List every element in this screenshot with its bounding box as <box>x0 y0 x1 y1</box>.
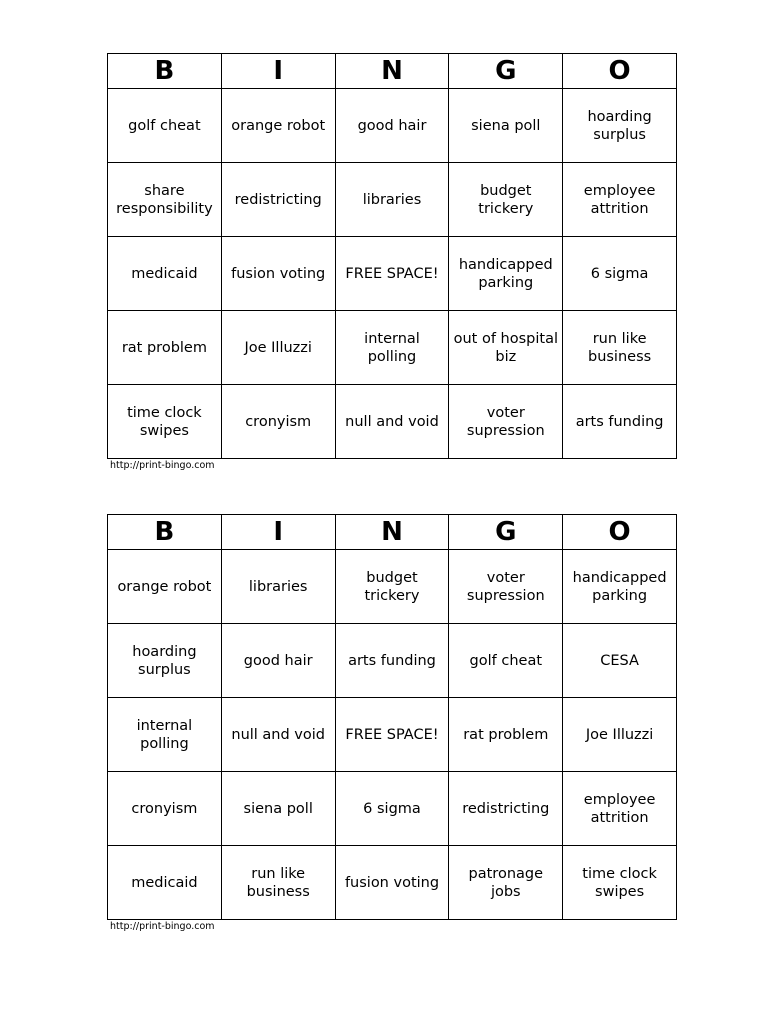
bingo-cell: employee attrition <box>563 772 677 846</box>
bingo-cell: golf cheat <box>108 89 222 163</box>
bingo-row <box>108 624 677 698</box>
bingo-cell: cronyism <box>221 385 335 459</box>
bingo-cell: null and void <box>221 698 335 772</box>
bingo-cell: out of hospital biz <box>449 311 563 385</box>
bingo-cell: fusion voting <box>221 237 335 311</box>
header-letter-o: O <box>563 54 677 89</box>
bingo-cell: good hair <box>335 89 449 163</box>
bingo-cell: internal polling <box>108 698 222 772</box>
bingo-cell: CESA <box>563 624 677 698</box>
bingo-cell: null and void <box>335 385 449 459</box>
bingo-cell: arts funding <box>335 624 449 698</box>
bingo-grid <box>107 514 677 920</box>
bingo-cell: employee attrition <box>563 163 677 237</box>
bingo-header-row <box>108 54 677 89</box>
footer-url: http://print-bingo.com <box>110 921 215 932</box>
bingo-cell: libraries <box>221 550 335 624</box>
bingo-cell: voter supression <box>449 385 563 459</box>
bingo-cell: redistricting <box>221 163 335 237</box>
bingo-row <box>108 846 677 920</box>
bingo-grid <box>107 53 677 459</box>
bingo-card-2 <box>107 514 677 932</box>
header-letter-g: G <box>449 515 563 550</box>
bingo-cell: budget trickery <box>449 163 563 237</box>
bingo-cell: handicapped parking <box>449 237 563 311</box>
bingo-row <box>108 237 677 311</box>
header-letter-g: G <box>449 54 563 89</box>
bingo-card-1 <box>107 53 677 471</box>
bingo-cell: 6 sigma <box>563 237 677 311</box>
bingo-cell: hoarding surplus <box>563 89 677 163</box>
free-space-cell: FREE SPACE! <box>335 237 449 311</box>
bingo-cell: good hair <box>221 624 335 698</box>
bingo-cell: time clock swipes <box>563 846 677 920</box>
bingo-cell: time clock swipes <box>108 385 222 459</box>
bingo-cell: fusion voting <box>335 846 449 920</box>
bingo-cell: libraries <box>335 163 449 237</box>
bingo-cell: share responsibility <box>108 163 222 237</box>
bingo-cell: golf cheat <box>449 624 563 698</box>
bingo-row <box>108 311 677 385</box>
header-letter-i: I <box>221 515 335 550</box>
bingo-cell: medicaid <box>108 237 222 311</box>
bingo-row <box>108 772 677 846</box>
bingo-row <box>108 163 677 237</box>
bingo-cell: arts funding <box>563 385 677 459</box>
bingo-row <box>108 385 677 459</box>
bingo-cell: budget trickery <box>335 550 449 624</box>
bingo-cell: run like business <box>221 846 335 920</box>
bingo-cell: cronyism <box>108 772 222 846</box>
header-letter-i: I <box>221 54 335 89</box>
bingo-cell: internal polling <box>335 311 449 385</box>
footer-url: http://print-bingo.com <box>110 460 215 471</box>
bingo-cell: voter supression <box>449 550 563 624</box>
bingo-cell: medicaid <box>108 846 222 920</box>
bingo-row <box>108 698 677 772</box>
bingo-cell: redistricting <box>449 772 563 846</box>
bingo-cell: rat problem <box>449 698 563 772</box>
header-letter-n: N <box>335 515 449 550</box>
bingo-cell: handicapped parking <box>563 550 677 624</box>
header-letter-b: B <box>108 515 222 550</box>
bingo-header-row <box>108 515 677 550</box>
bingo-cell: orange robot <box>221 89 335 163</box>
header-letter-o: O <box>563 515 677 550</box>
header-letter-b: B <box>108 54 222 89</box>
bingo-cell: hoarding surplus <box>108 624 222 698</box>
bingo-cell: orange robot <box>108 550 222 624</box>
bingo-cell: patronage jobs <box>449 846 563 920</box>
bingo-cell: Joe Illuzzi <box>563 698 677 772</box>
bingo-row <box>108 550 677 624</box>
bingo-row <box>108 89 677 163</box>
bingo-cell: 6 sigma <box>335 772 449 846</box>
bingo-cell: run like business <box>563 311 677 385</box>
free-space-cell: FREE SPACE! <box>335 698 449 772</box>
bingo-cell: Joe Illuzzi <box>221 311 335 385</box>
bingo-cell: rat problem <box>108 311 222 385</box>
bingo-cell: siena poll <box>221 772 335 846</box>
bingo-cell: siena poll <box>449 89 563 163</box>
header-letter-n: N <box>335 54 449 89</box>
